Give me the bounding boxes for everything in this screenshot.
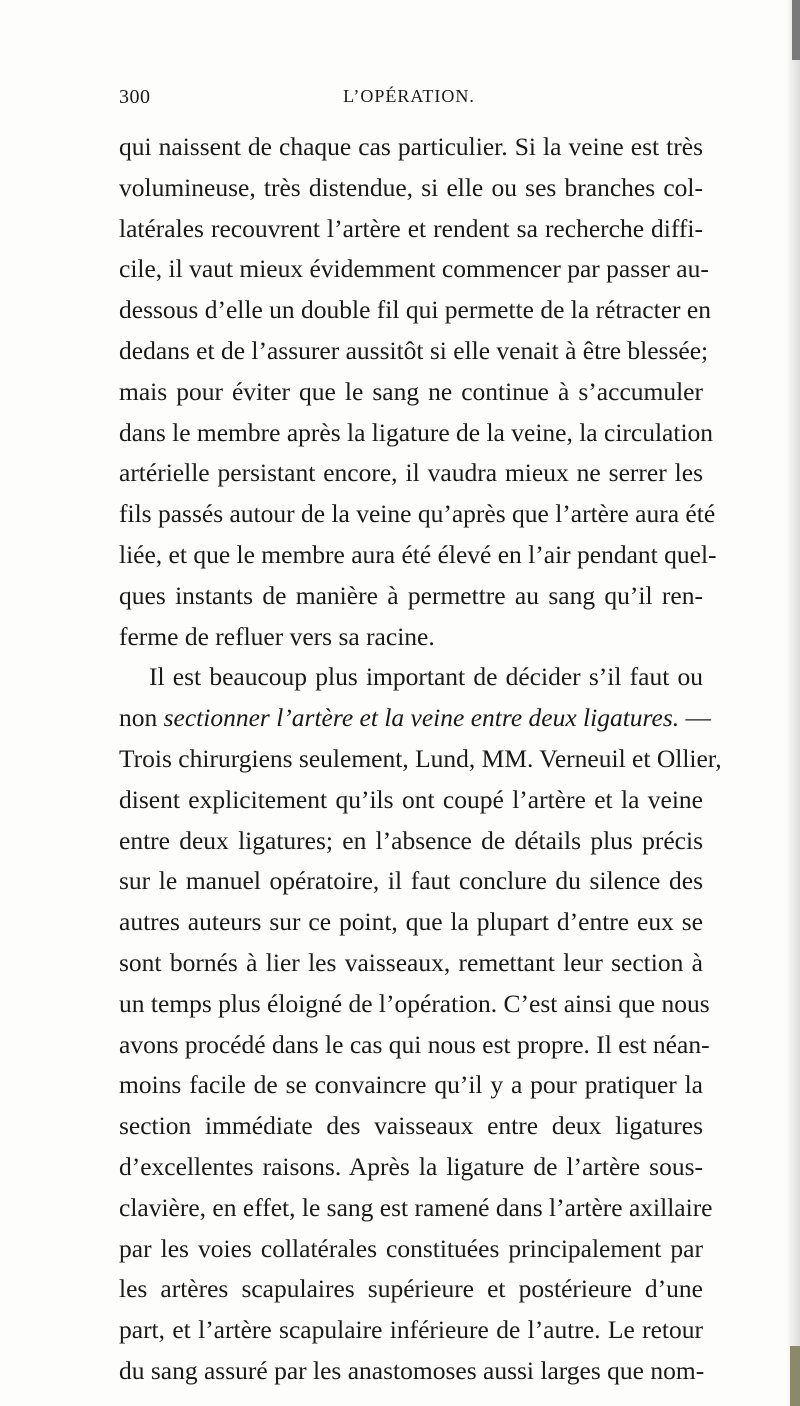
paragraph-2 [119, 657, 722, 1391]
text-line: ques instants de manière à permettre au sang qu’il ren- [119, 580, 703, 610]
text-line: section immédiate des vaisseaux entre deux ligatures [119, 1111, 703, 1141]
text-line: volumineuse, très distendue, si elle ou ses branches col- [119, 172, 703, 202]
text-fragment: non [119, 703, 164, 733]
page-edge-mark-bottom [790, 1346, 800, 1406]
text-line: les artères scapulaires supérieure et postérieure d’une [119, 1274, 703, 1304]
text-line: un temps plus éloigné de l’opération. C’est ainsi que nous [119, 988, 710, 1018]
text-line: dans le membre après la ligature de la veine, la circulation [119, 417, 714, 447]
paragraph-1 [119, 127, 717, 657]
text-line: autres auteurs sur ce point, que la plupart d’entre eux se [119, 907, 703, 937]
text-fragment: — [679, 703, 712, 733]
text-line: mais pour éviter que le sang ne continue à s’accumuler [119, 376, 703, 406]
text-line-with-italic [119, 698, 712, 739]
text-line: latérales recouvrent l’artère et rendent sa recherche diffi- [119, 213, 703, 243]
text-line: dessous d’elle un double fil qui permette de la rétracter en [119, 295, 711, 325]
text-line: part, et l’artère scapulaire inférieure de l’autre. Le retour [119, 1315, 703, 1345]
text-line: disent explicitement qu’ils ont coupé l’artère et la veine [119, 784, 703, 814]
text-line: cile, il vaut mieux évidemment commencer par passer au- [119, 254, 709, 284]
body-text [119, 127, 722, 1392]
text-line: qui naissent de chaque cas particulier. Si la veine est très [119, 132, 703, 161]
text-line: dedans et de l’assurer aussitôt si elle venait à être blessée; [119, 335, 709, 365]
text-line: fils passés autour de la veine qu’après que l’artère aura été [119, 499, 716, 529]
page-header [119, 86, 699, 116]
text-line: avons procédé dans le cas qui nous est propre. Il est néan- [119, 1029, 710, 1059]
text-line: par les voies collatérales constituées principalement par [119, 1233, 703, 1263]
text-line: liée, et que le membre aura été élevé en l’air pendant quel- [119, 539, 717, 569]
text-line: moins facile de se convaincre qu’il y a pour pratiquer la [119, 1070, 703, 1100]
text-line: du sang assuré par les anastomoses aussi larges que nom- [119, 1355, 705, 1385]
running-title: L’OPÉRATION. [343, 86, 475, 106]
italic-heading: sectionner l’artère et la veine entre deux ligatures. [163, 703, 680, 733]
text-line: Trois chirurgiens seulement, Lund, MM. Verneuil et Ollier, [119, 743, 722, 773]
text-line: d’excellentes raisons. Après la ligature de l’artère sous- [119, 1151, 703, 1181]
page-number: 300 [119, 86, 151, 108]
text-line: artérielle persistant encore, il vaudra mieux ne serrer les [119, 458, 703, 488]
text-line: sont bornés à lier les vaisseaux, remettant leur section à [119, 947, 703, 977]
text-line: clavière, en effet, le sang est ramené dans l’artère axillaire [119, 1192, 713, 1222]
text-line: entre deux ligatures; en l’absence de détails plus précis [119, 825, 703, 855]
page-edge-shadow [786, 0, 800, 1406]
text-line: ferme de refluer vers sa racine. [119, 621, 435, 651]
text-line: sur le manuel opératoire, il faut conclure du silence des [119, 866, 703, 896]
text-line: Il est beaucoup plus important de décider s’il faut ou [149, 662, 703, 692]
page-edge-mark-top [792, 0, 800, 60]
